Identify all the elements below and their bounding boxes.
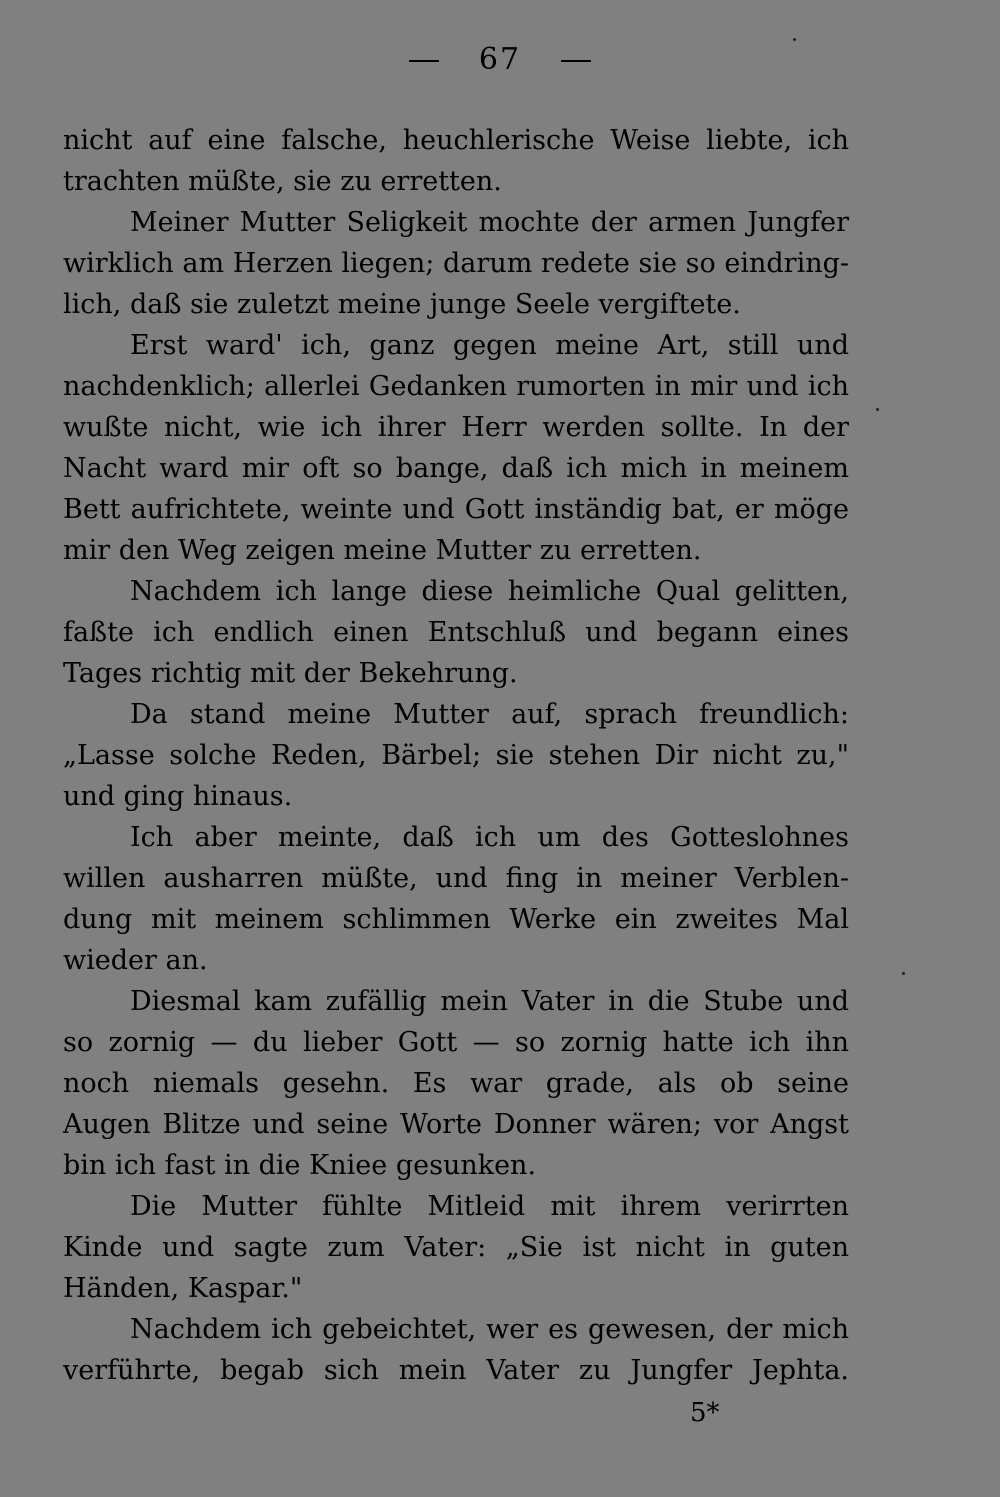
text-line: Diesmal kam zufällig mein Vater in die Stube und — [130, 986, 849, 1017]
header-dash-right — [561, 60, 591, 62]
text-line: bin ich fast in die Kniee gesunken. — [63, 1150, 537, 1181]
text-line: „Lasse solche Reden, Bärbel; sie stehen Dir nicht zu," — [63, 740, 849, 771]
text-line: Da stand meine Mutter auf, sprach freundlich: — [130, 699, 849, 730]
text-line: Bett aufrichtete, weinte und Gott inständig bat, er möge — [63, 494, 849, 525]
text-line: Augen Blitze und seine Worte Donner wären; vor Angst — [63, 1109, 849, 1140]
text-line: Ich aber meinte, daß ich um des Gotteslohnes — [130, 822, 849, 853]
text-line: wirklich am Herzen liegen; darum redete sie so eindring- — [63, 248, 849, 279]
printer-signature: 5* — [690, 1398, 720, 1428]
text-line: Tages richtig mit der Bekehrung. — [63, 658, 518, 689]
text-line: dung mit meinem schlimmen Werke ein zweites Mal — [63, 904, 849, 935]
text-line: Nacht ward mir oft so bange, daß ich mich in meinem — [63, 453, 849, 484]
text-line: verführte, begab sich mein Vater zu Jungfer Jephta. — [63, 1355, 849, 1386]
scan-speck — [876, 408, 879, 411]
text-line: nicht auf eine falsche, heuchlerische Weise liebte, ich — [63, 125, 849, 156]
text-line: Die Mutter fühlte Mitleid mit ihrem verirrten — [130, 1191, 849, 1222]
page-header — [0, 42, 1000, 77]
scan-speck — [902, 972, 905, 975]
header-dash-left — [409, 60, 439, 62]
text-line: Kinde und sagte zum Vater: „Sie ist nicht in guten — [63, 1232, 849, 1263]
text-line: trachten müßte, sie zu erretten. — [63, 166, 502, 197]
text-line: faßte ich endlich einen Entschluß und begann eines — [63, 617, 849, 648]
text-line: Händen, Kaspar." — [63, 1273, 303, 1304]
text-line: wieder an. — [63, 945, 208, 976]
text-line: willen ausharren müßte, und fing in meiner Verblen- — [63, 863, 849, 894]
text-line: Nachdem ich gebeichtet, wer es gewesen, der mich — [130, 1314, 849, 1345]
scan-speck — [793, 38, 796, 41]
text-line: nachdenklich; allerlei Gedanken rumorten in mir und ich — [63, 371, 849, 402]
body-text — [63, 120, 849, 1391]
page-number: 67 — [478, 42, 522, 77]
text-line: lich, daß sie zuletzt meine junge Seele vergiftete. — [63, 289, 741, 320]
text-line: Erst ward' ich, ganz gegen meine Art, still und — [130, 330, 849, 361]
text-line: wußte nicht, wie ich ihrer Herr werden sollte. In der — [63, 412, 849, 443]
text-line: und ging hinaus. — [63, 781, 293, 812]
text-line: mir den Weg zeigen meine Mutter zu erretten. — [63, 535, 702, 566]
text-line: Nachdem ich lange diese heimliche Qual gelitten, — [130, 576, 849, 607]
text-line: so zornig — du lieber Gott — so zornig hatte ich ihn — [63, 1027, 849, 1058]
text-line: Meiner Mutter Seligkeit mochte der armen Jungfer — [130, 207, 849, 238]
text-line: noch niemals gesehn. Es war grade, als ob seine — [63, 1068, 849, 1099]
